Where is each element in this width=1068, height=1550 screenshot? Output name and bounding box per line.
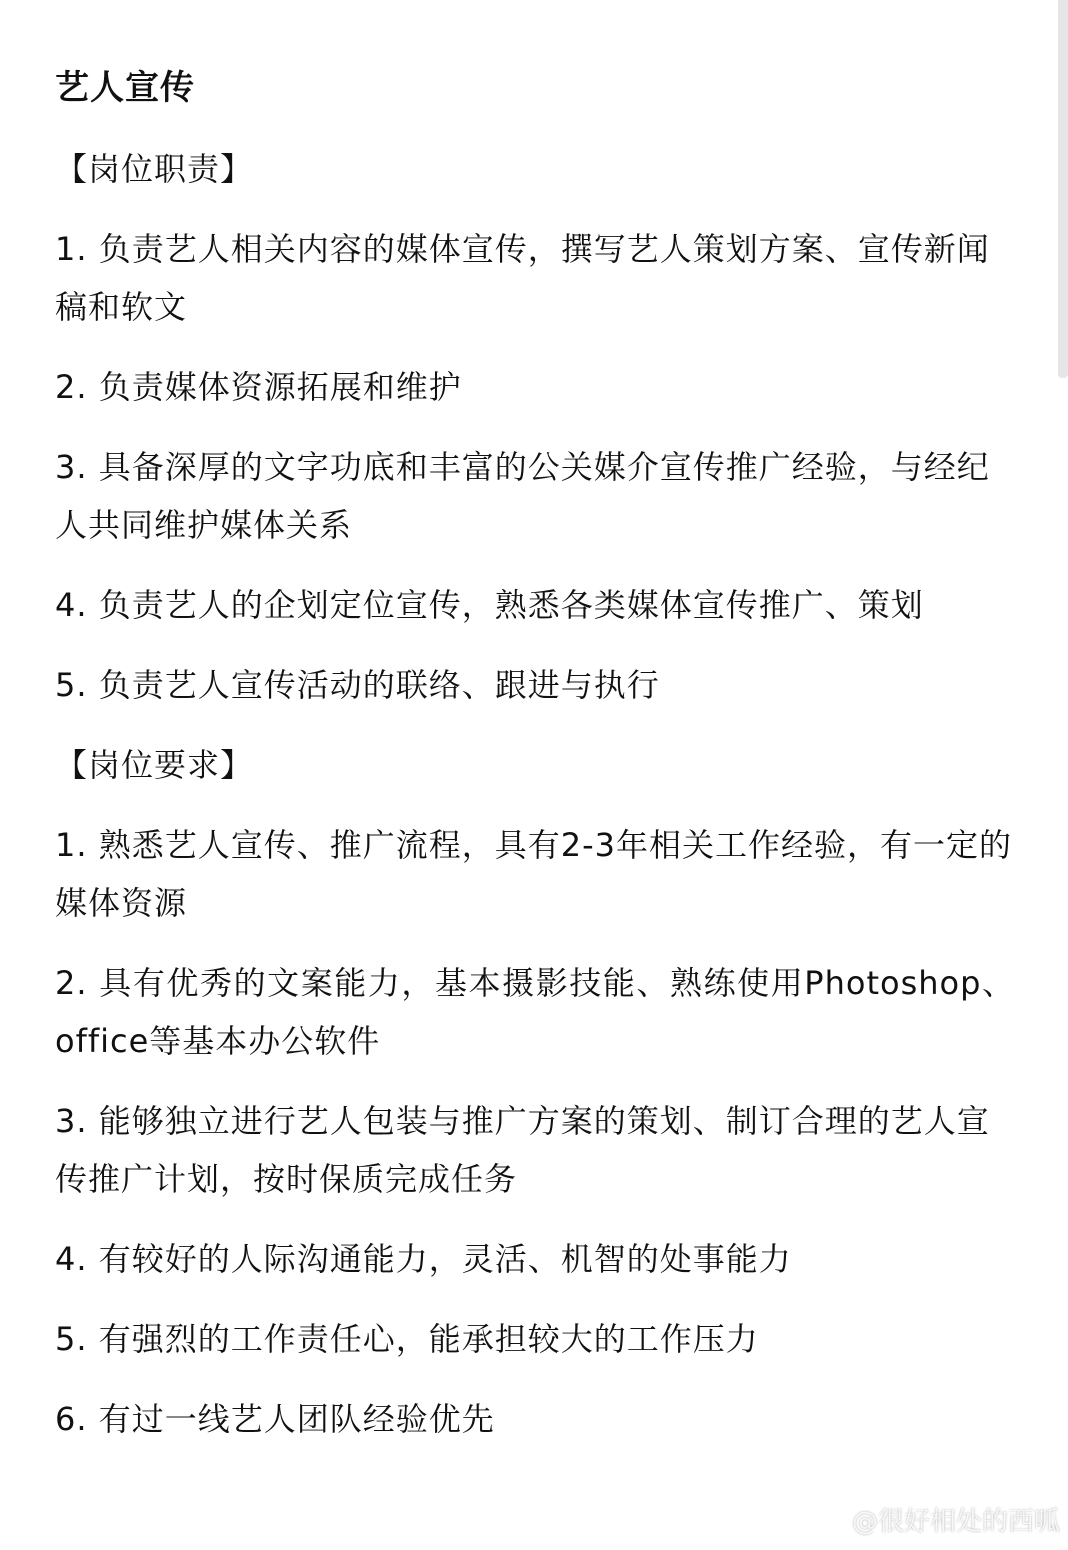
- duty-item: 3. 具备深厚的文字功底和丰富的公关媒介宣传推广经验，与经纪人共同维护媒体关系: [55, 448, 990, 544]
- scrollbar[interactable]: [1058, 0, 1068, 378]
- watermark: [812, 1501, 1060, 1538]
- section-heading-requirements: 【岗位要求】: [55, 746, 254, 784]
- requirement-item: 6. 有过一线艺人团队经验优先: [55, 1400, 495, 1438]
- requirement-item: 3. 能够独立进行艺人包装与推广方案的策划、制订合理的艺人宣传推广计划，按时保质完成任务: [55, 1102, 990, 1198]
- duty-item: 1. 负责艺人相关内容的媒体宣传，撰写艺人策划方案、宣传新闻稿和软文: [55, 230, 990, 326]
- requirement-item: 4. 有较好的人际沟通能力，灵活、机智的处事能力: [55, 1240, 792, 1278]
- requirement-item: 1. 熟悉艺人宣传、推广流程，具有2-3年相关工作经验，有一定的媒体资源: [55, 826, 1012, 922]
- duty-item: 4. 负责艺人的企划定位宣传，熟悉各类媒体宣传推广、策划: [55, 586, 924, 624]
- requirement-item: 2. 具有优秀的文案能力，基本摄影技能、熟练使用Photoshop、office等基本办公软件: [55, 964, 1015, 1060]
- job-title: 艺人宣传: [55, 68, 195, 108]
- duty-item: 5. 负责艺人宣传活动的联络、跟进与执行: [55, 666, 660, 704]
- post-content: [55, 58, 1015, 1448]
- watermark-text: @很好相处的西呱: [851, 1507, 1060, 1537]
- weibo-logo-icon: [812, 1505, 846, 1535]
- requirement-item: 5. 有强烈的工作责任心，能承担较大的工作压力: [55, 1320, 759, 1358]
- section-heading-duties: 【岗位职责】: [55, 150, 254, 188]
- duty-item: 2. 负责媒体资源拓展和维护: [55, 368, 462, 406]
